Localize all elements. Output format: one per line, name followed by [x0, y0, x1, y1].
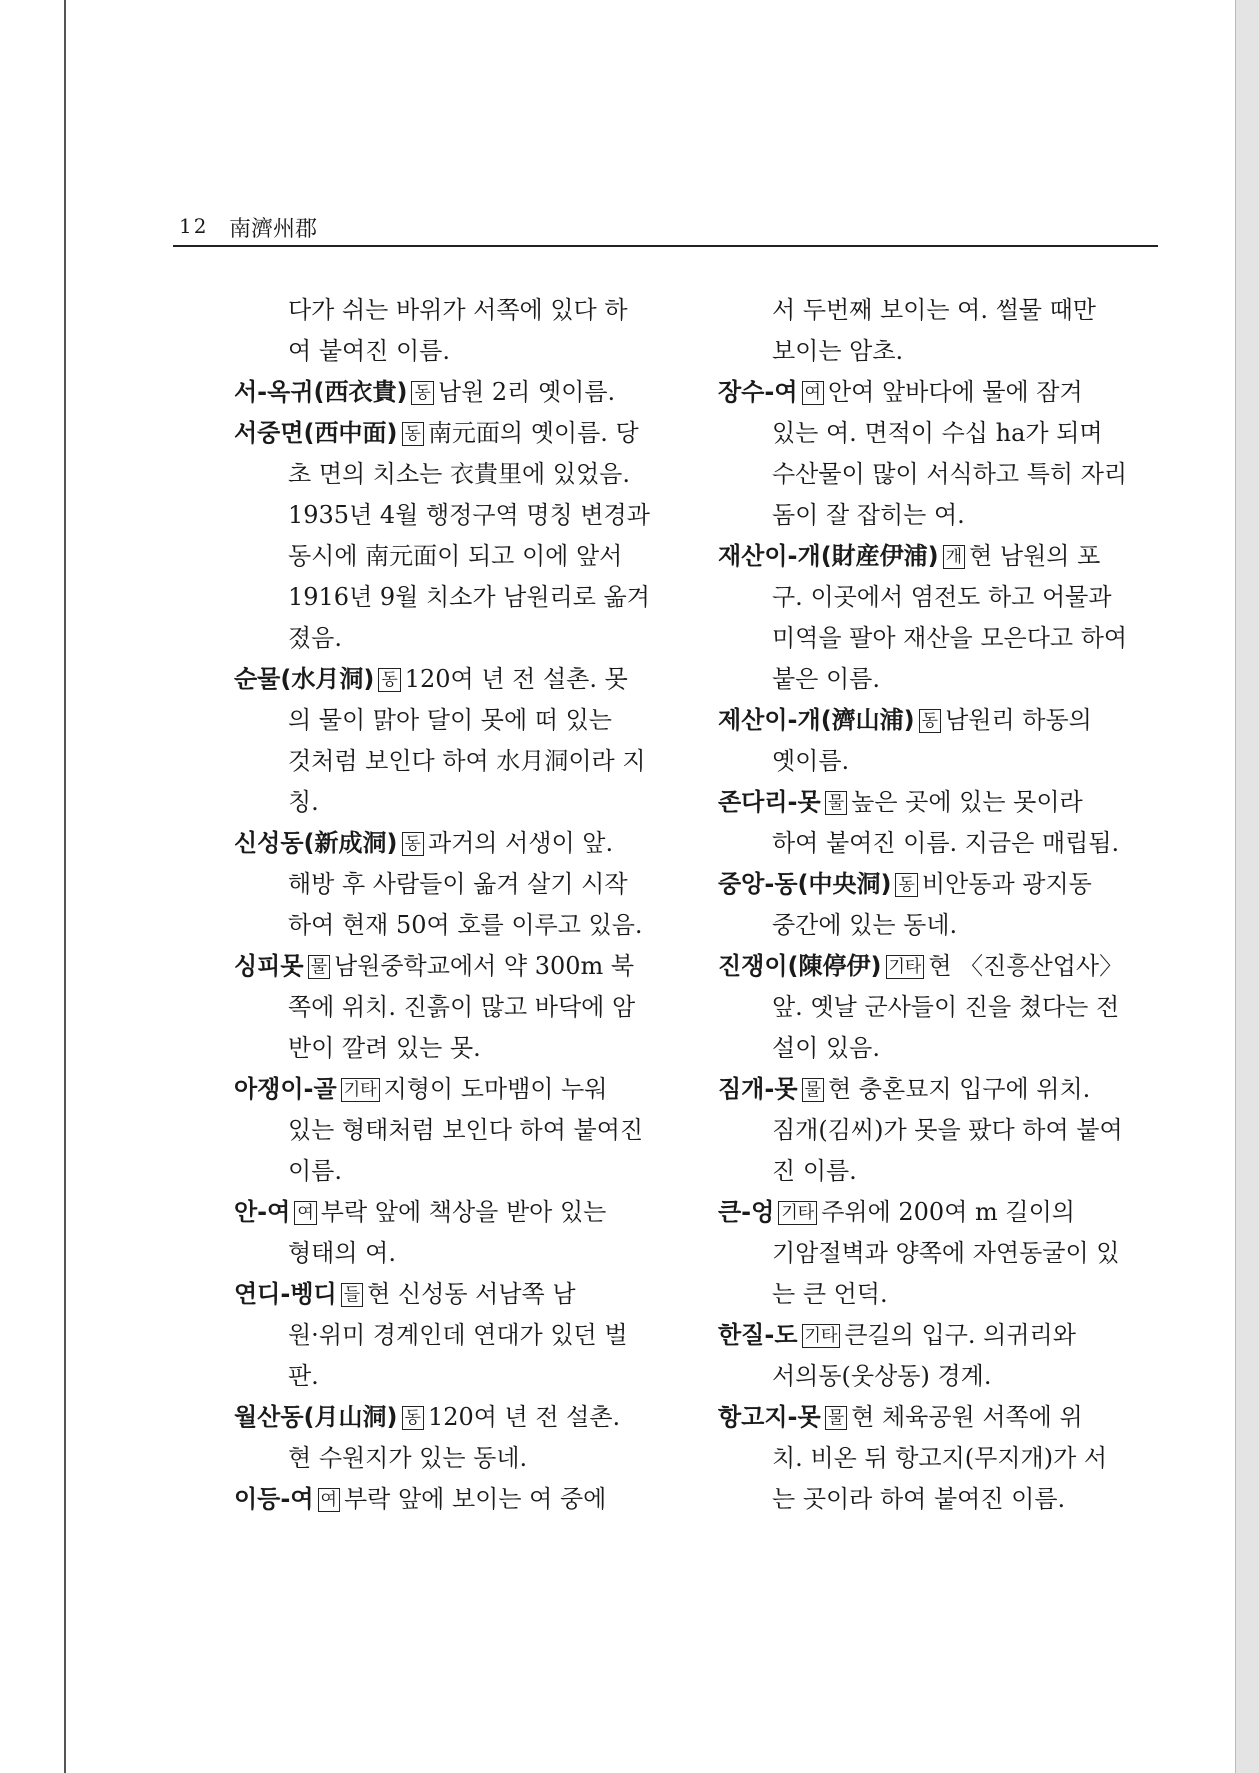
- page-edge-shadow: [1236, 0, 1259, 1773]
- dictionary-entry: [234, 1192, 674, 1274]
- dictionary-entry: [718, 700, 1158, 782]
- entry-text: 120여 년 전 설촌.: [427, 1403, 621, 1431]
- entry-text: 여 붙여진 이름.: [288, 337, 450, 365]
- entry-line: [234, 1233, 674, 1274]
- dictionary-entry: [718, 1069, 1158, 1192]
- right-column: [718, 290, 1158, 1520]
- entry-line: [234, 1315, 674, 1356]
- entry-text: 현 충혼묘지 입구에 위치.: [827, 1075, 1091, 1103]
- entry-text: 중간에 있는 동네.: [772, 911, 958, 939]
- entry-text: 현 〈진흥산업사〉: [928, 952, 1124, 980]
- entry-line: [718, 1315, 1158, 1356]
- entry-text: 붙은 이름.: [772, 665, 880, 693]
- entry-line: [718, 372, 1158, 413]
- entry-text: 는 큰 언덕.: [772, 1280, 888, 1308]
- dictionary-entry: [718, 946, 1158, 1069]
- category-tag: 물: [825, 1406, 847, 1430]
- entry-line: [718, 577, 1158, 618]
- entry-line: [234, 372, 674, 413]
- category-tag: 여: [318, 1488, 340, 1512]
- entry-line: [718, 905, 1158, 946]
- entry-line: [718, 454, 1158, 495]
- entry-headword: 중앙-동(中央洞): [718, 870, 892, 898]
- category-tag: 기타: [886, 955, 925, 979]
- entry-headword: 안-여: [234, 1198, 291, 1226]
- entry-text: 해방 후 사람들이 옮겨 살기 시작: [288, 870, 628, 898]
- category-tag: 동: [402, 832, 424, 856]
- entry-text: 는 곳이라 하여 붙여진 이름.: [772, 1485, 1066, 1513]
- entry-headword: 존다리-못: [718, 788, 821, 816]
- entry-text: 현 신성동 서남쪽 남: [367, 1280, 576, 1308]
- entry-headword: 서-옥귀(西衣貴): [234, 378, 408, 406]
- entry-headword: 재산이-개(財産伊浦): [718, 542, 939, 570]
- entry-line: [234, 1151, 674, 1192]
- entry-line: [718, 782, 1158, 823]
- entry-line: [718, 1233, 1158, 1274]
- category-tag: 동: [895, 873, 917, 897]
- entry-headword: 한질-도: [718, 1321, 798, 1349]
- entry-line: [234, 823, 674, 864]
- entry-text: 다가 쉬는 바위가 서쪽에 있다 하: [288, 296, 628, 324]
- entry-text: 진 이름.: [772, 1157, 857, 1185]
- page-header: [173, 208, 1158, 248]
- entry-text: 형태의 여.: [288, 1239, 396, 1267]
- entry-text: 원·위미 경계인데 연대가 있던 벌: [288, 1321, 628, 1349]
- entry-line: [234, 1356, 674, 1397]
- dictionary-entry: [718, 290, 1158, 372]
- entry-text: 짐개(김씨)가 못을 팠다 하여 붙여: [772, 1116, 1123, 1144]
- entry-text: 이름.: [288, 1157, 342, 1185]
- entry-text: 돔이 잘 잡히는 여.: [772, 501, 965, 529]
- entry-text: 졌음.: [288, 624, 342, 652]
- entry-line: [718, 1192, 1158, 1233]
- entry-text: 동시에 南元面이 되고 이에 앞서: [288, 542, 623, 570]
- entry-text: 반이 깔려 있는 못.: [288, 1034, 481, 1062]
- entry-line: [718, 1356, 1158, 1397]
- entry-headword: 진쟁이(陳停伊): [718, 952, 882, 980]
- entry-text: 쪽에 위치. 진흙이 많고 바닥에 암: [288, 993, 636, 1021]
- entry-text: 미역을 팔아 재산을 모은다고 하여: [772, 624, 1128, 652]
- dictionary-entry: [234, 413, 674, 659]
- entry-line: [718, 1069, 1158, 1110]
- dictionary-entry: [234, 1397, 674, 1479]
- dictionary-entry: [234, 659, 674, 823]
- entry-headword: 서중면(西中面): [234, 419, 398, 447]
- entry-headword: 신성동(新成洞): [234, 829, 398, 857]
- entry-line: [234, 1438, 674, 1479]
- entry-line: [718, 618, 1158, 659]
- entry-line: [718, 659, 1158, 700]
- entry-line: [234, 495, 674, 536]
- running-title: 南濟州郡: [229, 217, 318, 242]
- entry-line: [718, 946, 1158, 987]
- entry-line: [234, 577, 674, 618]
- dictionary-entry: [234, 290, 674, 372]
- entry-headword: 순물(水月洞): [234, 665, 375, 693]
- entry-line: [234, 700, 674, 741]
- entry-line: [234, 1110, 674, 1151]
- entry-line: [718, 1274, 1158, 1315]
- entry-text: 1916년 9월 치소가 남원리로 옮겨: [288, 583, 650, 611]
- entry-headword: 아쟁이-골: [234, 1075, 337, 1103]
- category-tag: 물: [802, 1078, 824, 1102]
- entry-text: 부락 앞에 책상을 받아 있는: [320, 1198, 607, 1226]
- category-tag: 동: [402, 1406, 424, 1430]
- entry-line: [718, 987, 1158, 1028]
- entry-text: 지형이 도마뱀이 누워: [383, 1075, 608, 1103]
- entry-headword: 장수-여: [718, 378, 798, 406]
- entry-line: [234, 987, 674, 1028]
- entry-text: 하여 현재 50여 호를 이루고 있음.: [288, 911, 643, 939]
- entry-text: 구. 이곳에서 염전도 하고 어물과: [772, 583, 1112, 611]
- category-tag: 여: [294, 1201, 316, 1225]
- entry-text: 의 물이 맑아 달이 못에 떠 있는: [288, 706, 612, 734]
- category-tag: 기타: [341, 1078, 380, 1102]
- entry-line: [234, 454, 674, 495]
- entry-line: [234, 741, 674, 782]
- entry-line: [234, 864, 674, 905]
- entry-headword: 이등-여: [234, 1485, 314, 1513]
- entry-text: 1935년 4월 행정구역 명칭 변경과: [288, 501, 650, 529]
- category-tag: 기타: [778, 1201, 817, 1225]
- entry-text: 남원 2리 옛이름.: [437, 378, 616, 406]
- entry-text: 것처럼 보인다 하여 水月洞이라 지: [288, 747, 646, 775]
- entry-text: 남원중학교에서 약 300m 북: [334, 952, 635, 980]
- entry-line: [234, 1028, 674, 1069]
- entry-text: 초 면의 치소는 衣貴里에 있었음.: [288, 460, 630, 488]
- entry-headword: 제산이-개(濟山浦): [718, 706, 915, 734]
- entry-line: [234, 331, 674, 372]
- entry-line: [718, 536, 1158, 577]
- entry-headword: 짐개-못: [718, 1075, 798, 1103]
- entry-line: [234, 1069, 674, 1110]
- dictionary-entry: [718, 536, 1158, 700]
- entry-line: [718, 741, 1158, 782]
- entry-line: [234, 1274, 674, 1315]
- entry-text: 옛이름.: [772, 747, 850, 775]
- dictionary-entry: [718, 864, 1158, 946]
- entry-line: [718, 495, 1158, 536]
- entry-text: 칭.: [288, 788, 319, 816]
- entry-headword: 연디-벵디: [234, 1280, 337, 1308]
- entry-line: [234, 782, 674, 823]
- entry-line: [234, 1479, 674, 1520]
- entry-text: 큰길의 입구. 의귀리와: [844, 1321, 1076, 1349]
- entry-text: 현 체육공원 서쪽에 위: [851, 1403, 1083, 1431]
- entry-line: [718, 1110, 1158, 1151]
- entry-text: 南元面의 옛이름. 당: [427, 419, 639, 447]
- category-tag: 동: [919, 709, 941, 733]
- entry-line: [718, 331, 1158, 372]
- dictionary-entry: [718, 1315, 1158, 1397]
- entry-line: [234, 536, 674, 577]
- entry-text: 판.: [288, 1362, 319, 1390]
- entry-line: [718, 864, 1158, 905]
- entry-line: [718, 1438, 1158, 1479]
- entry-line: [718, 1151, 1158, 1192]
- entry-line: [234, 659, 674, 700]
- entry-text: 하여 붙여진 이름. 지금은 매립됨.: [772, 829, 1120, 857]
- category-tag: 여: [802, 381, 824, 405]
- entry-text: 부락 앞에 보이는 여 중에: [343, 1485, 607, 1513]
- category-tag: 들: [341, 1283, 363, 1307]
- entry-text: 보이는 암초.: [772, 337, 904, 365]
- entry-line: [718, 1397, 1158, 1438]
- entry-text: 설이 있음.: [772, 1034, 880, 1062]
- dictionary-entry: [234, 1274, 674, 1397]
- entry-text: 현 남원의 포: [969, 542, 1101, 570]
- entry-text: 서의동(웃상동) 경계.: [772, 1362, 992, 1390]
- dictionary-entry: [718, 782, 1158, 864]
- entry-text: 높은 곳에 있는 못이라: [851, 788, 1083, 816]
- entry-line: [718, 1479, 1158, 1520]
- entry-text: 남원리 하동의: [945, 706, 1092, 734]
- entry-headword: 큰-엉: [718, 1198, 775, 1226]
- entry-line: [718, 1028, 1158, 1069]
- entry-text: 비안동과 광지동: [921, 870, 1092, 898]
- dictionary-entry: [234, 946, 674, 1069]
- entry-line: [718, 823, 1158, 864]
- dictionary-entry: [234, 1069, 674, 1192]
- page-number: 12: [179, 214, 209, 238]
- entry-text: 과거의 서생이 앞.: [427, 829, 614, 857]
- entry-text: 있는 형태처럼 보인다 하여 붙여진: [288, 1116, 644, 1144]
- entry-line: [234, 290, 674, 331]
- dictionary-entry: [718, 1192, 1158, 1315]
- entry-text: 치. 비온 뒤 항고지(무지개)가 서: [772, 1444, 1108, 1472]
- dictionary-entry: [718, 1397, 1158, 1520]
- category-tag: 물: [308, 955, 330, 979]
- entry-text: 120여 년 전 설촌. 못: [404, 665, 628, 693]
- entry-text: 서 두번째 보이는 여. 썰물 때만: [772, 296, 1096, 324]
- entry-line: [234, 618, 674, 659]
- dictionary-entry: [718, 372, 1158, 536]
- entry-text: 기암절벽과 양쪽에 자연동굴이 있: [772, 1239, 1120, 1267]
- category-tag: 기타: [802, 1324, 841, 1348]
- entry-text: 주위에 200여 m 길이의: [821, 1198, 1075, 1226]
- category-tag: 동: [402, 422, 424, 446]
- entry-line: [234, 905, 674, 946]
- entry-line: [234, 413, 674, 454]
- entry-line: [718, 700, 1158, 741]
- entry-line: [234, 1192, 674, 1233]
- dictionary-entry: [234, 372, 674, 413]
- dictionary-entry: [234, 823, 674, 946]
- entry-line: [234, 1397, 674, 1438]
- entry-line: [234, 946, 674, 987]
- entry-text: 앞. 옛날 군사들이 진을 쳤다는 전: [772, 993, 1120, 1021]
- entry-text: 안여 앞바다에 물에 잠겨: [827, 378, 1083, 406]
- left-column: [234, 290, 674, 1520]
- entry-line: [718, 413, 1158, 454]
- category-tag: 개: [943, 545, 965, 569]
- category-tag: 동: [378, 668, 400, 692]
- entry-text: 있는 여. 면적이 수십 ha가 되며: [772, 419, 1103, 447]
- entry-text: 현 수원지가 있는 동네.: [288, 1444, 528, 1472]
- entry-text: 수산물이 많이 서식하고 특히 자리: [772, 460, 1128, 488]
- category-tag: 동: [411, 381, 433, 405]
- entry-headword: 항고지-못: [718, 1403, 821, 1431]
- category-tag: 물: [825, 791, 847, 815]
- entry-headword: 월산동(月山洞): [234, 1403, 398, 1431]
- header-rule: [173, 245, 1158, 247]
- dictionary-entry: [234, 1479, 674, 1520]
- entry-headword: 싱피못: [234, 952, 304, 980]
- entry-line: [718, 290, 1158, 331]
